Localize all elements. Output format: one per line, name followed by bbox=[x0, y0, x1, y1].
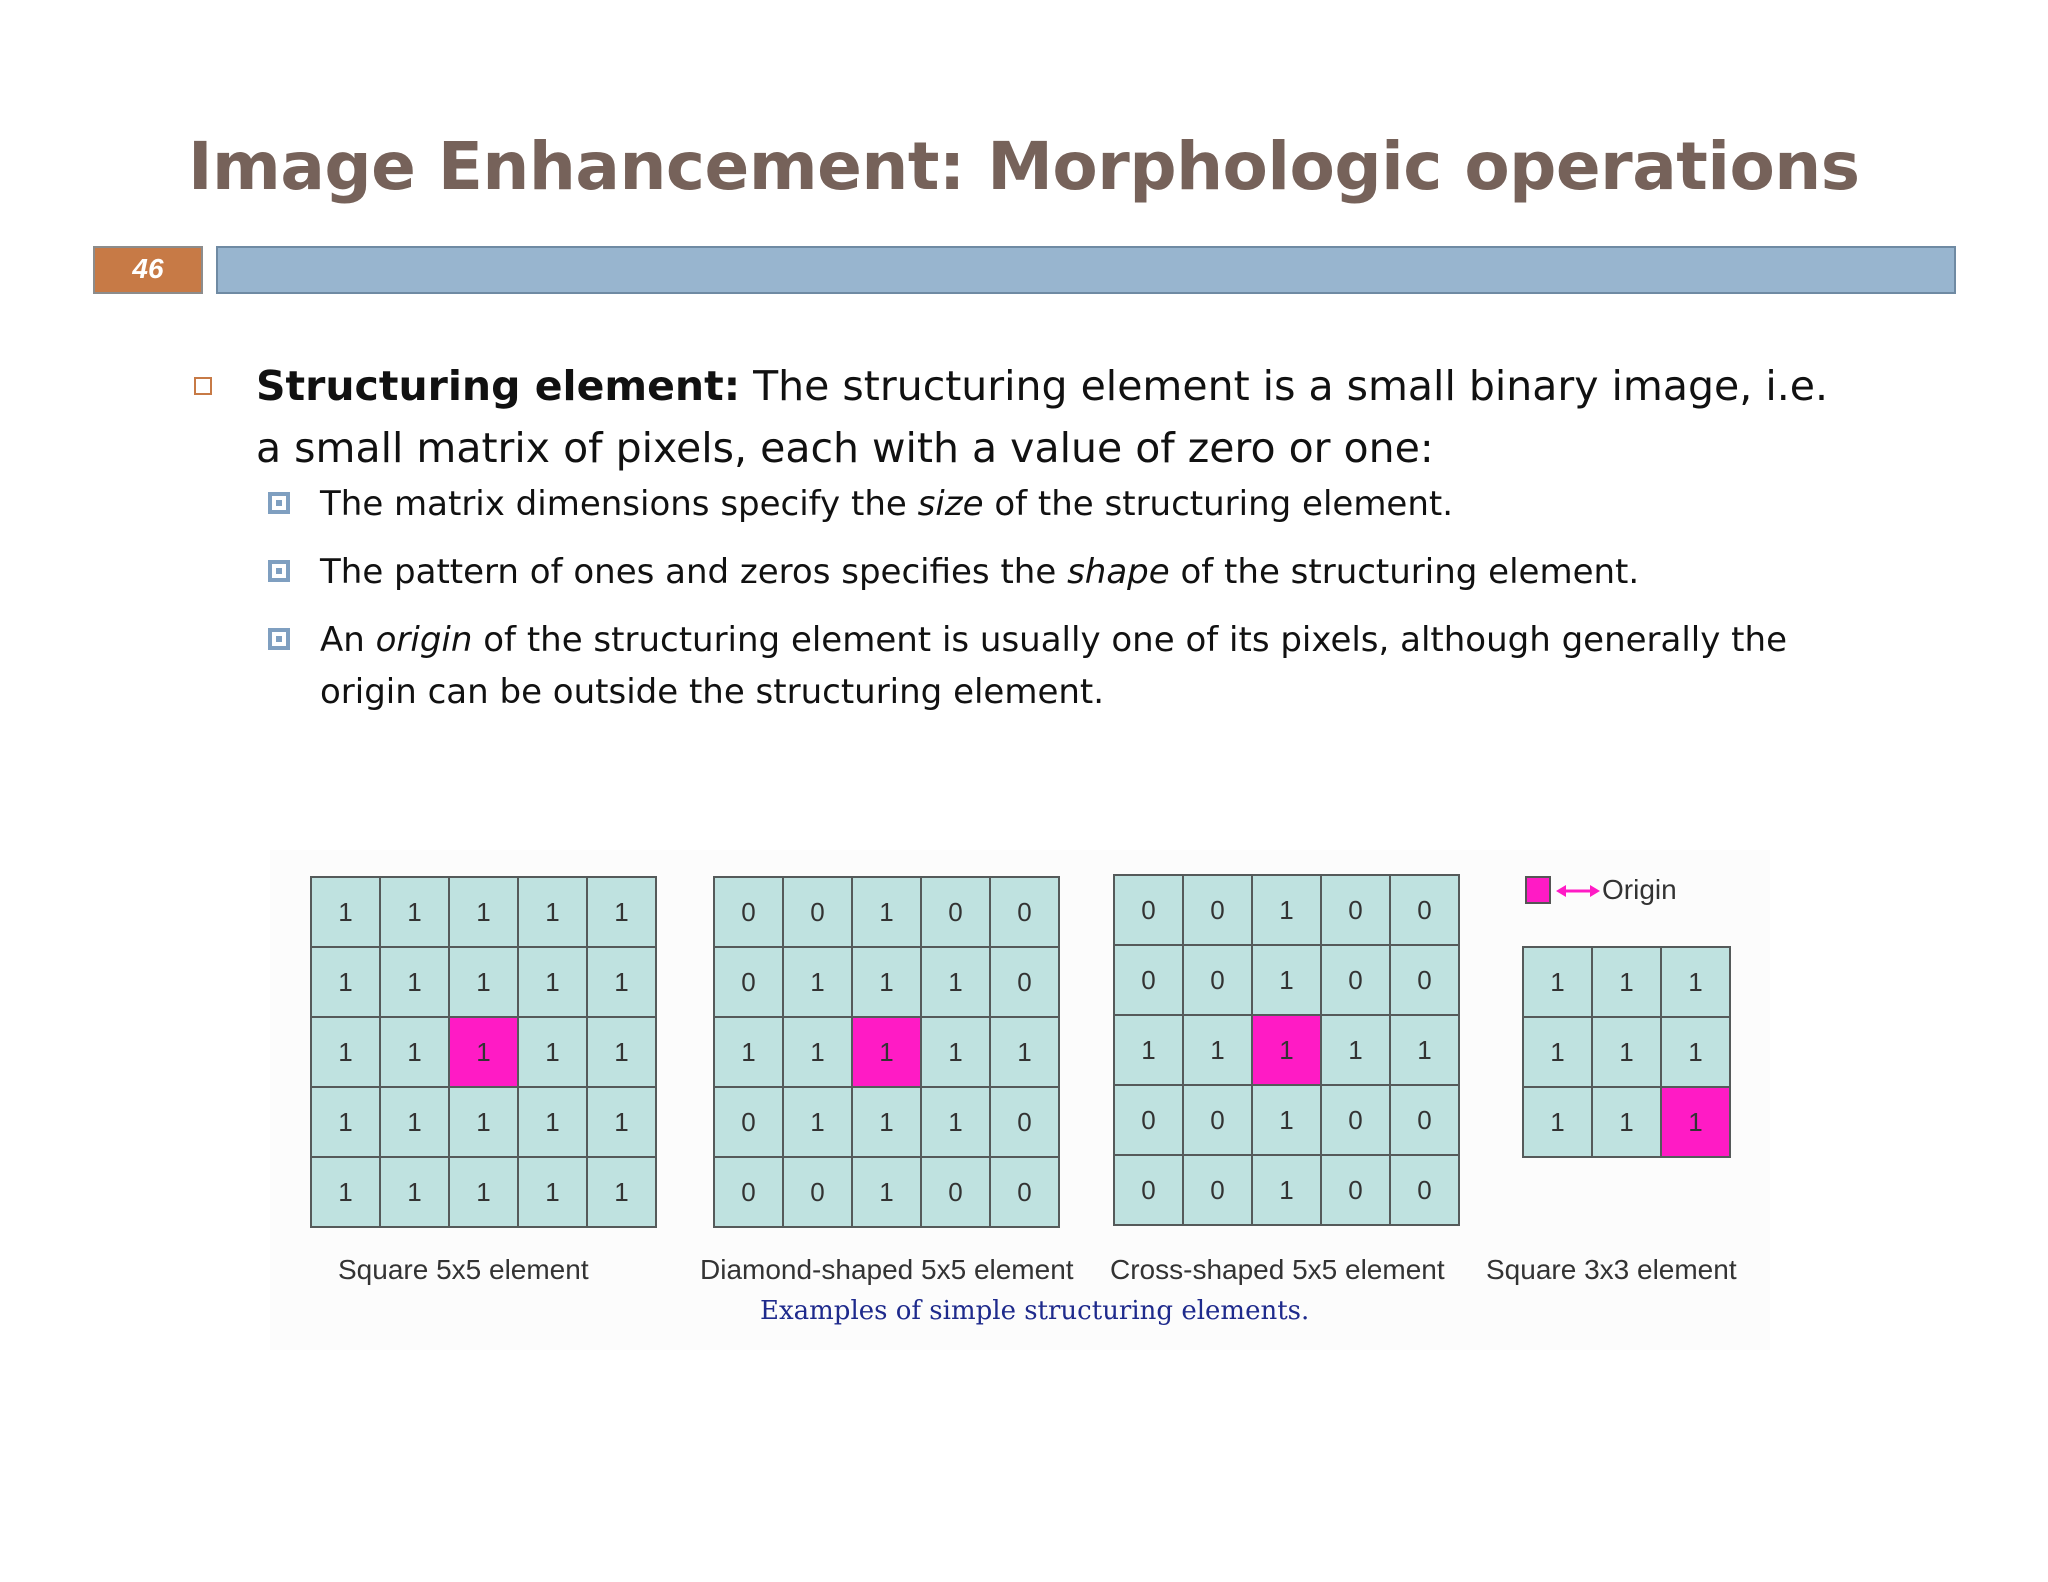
sub-bullet-text: The pattern of ones and zeros specifies the bbox=[320, 552, 1068, 592]
grid-row bbox=[714, 1087, 1059, 1157]
grid-cell: 0 bbox=[1321, 1085, 1390, 1155]
grid-cell: 1 bbox=[587, 1017, 656, 1087]
grid-cell: 0 bbox=[714, 877, 783, 947]
square-bullet-icon bbox=[268, 492, 290, 514]
grid-cell: 1 bbox=[311, 947, 380, 1017]
grid-cell: 1 bbox=[921, 1087, 990, 1157]
grid-cell: 0 bbox=[1390, 1085, 1459, 1155]
grid-row bbox=[311, 1087, 656, 1157]
grid-cell: 0 bbox=[1390, 945, 1459, 1015]
grid-cell: 1 bbox=[449, 1087, 518, 1157]
grid-cell: 1 bbox=[714, 1017, 783, 1087]
grid-row bbox=[311, 947, 656, 1017]
grid-caption: Cross-shaped 5x5 element bbox=[1110, 1254, 1445, 1285]
grid-cell: 1 bbox=[852, 1087, 921, 1157]
grid-cell: 1 bbox=[518, 947, 587, 1017]
sub-bullet-emphasis: shape bbox=[1067, 552, 1170, 592]
grid-cell: 1 bbox=[1252, 945, 1321, 1015]
grid-row bbox=[1114, 945, 1459, 1015]
bullet-structuring-element bbox=[190, 355, 1830, 479]
grid-cell: 1 bbox=[380, 947, 449, 1017]
origin-legend-label: Origin bbox=[1602, 874, 1677, 905]
grid-cell: 1 bbox=[311, 1087, 380, 1157]
square-bullet-icon bbox=[194, 377, 212, 395]
grid-cell: 1 bbox=[1114, 1015, 1183, 1085]
grid-cell: 1 bbox=[518, 1157, 587, 1227]
grid-cell: 0 bbox=[1114, 875, 1183, 945]
grid-cell: 1 bbox=[380, 1087, 449, 1157]
grid-cell: 0 bbox=[1114, 945, 1183, 1015]
grid-row bbox=[714, 1157, 1059, 1227]
grid-cell: 0 bbox=[1183, 1155, 1252, 1225]
grid-cell: 1 bbox=[1523, 947, 1592, 1017]
grid-cell: 0 bbox=[990, 877, 1059, 947]
grid-cell: 1 bbox=[587, 947, 656, 1017]
sub-bullet-origin bbox=[268, 614, 1828, 718]
grid-cell: 0 bbox=[1390, 875, 1459, 945]
grid-cell: 0 bbox=[1321, 875, 1390, 945]
grid-cell: 1 bbox=[1592, 1087, 1661, 1157]
grid-row bbox=[311, 1017, 656, 1087]
sub-bullet-size bbox=[268, 478, 1828, 530]
grid-cell: 0 bbox=[1114, 1155, 1183, 1225]
figure-caption: Examples of simple structuring elements. bbox=[760, 1296, 1310, 1326]
grid-cell: 1 bbox=[587, 1087, 656, 1157]
double-arrow-icon bbox=[1556, 882, 1600, 900]
grid-row bbox=[714, 947, 1059, 1017]
grid-cell: 1 bbox=[449, 947, 518, 1017]
grid-row bbox=[311, 877, 656, 947]
grid-cell: 0 bbox=[714, 1157, 783, 1227]
grid-cell: 1 bbox=[1252, 1155, 1321, 1225]
grid-cell: 1 bbox=[587, 1157, 656, 1227]
grid-cell: 1 bbox=[449, 1157, 518, 1227]
grid-cell: 0 bbox=[921, 1157, 990, 1227]
grid-cell: 1 bbox=[1252, 1085, 1321, 1155]
slide-number: 46 bbox=[93, 246, 203, 294]
grid-row bbox=[1114, 1085, 1459, 1155]
title-bar-decoration bbox=[216, 246, 1956, 294]
square-3x3-grid bbox=[1522, 946, 1731, 1158]
grid-cell: 0 bbox=[1321, 1155, 1390, 1225]
bullet-text: The structuring element is a small binary image, i.e. a small matrix of pixels, each with a value of zero or one: bbox=[256, 362, 1828, 472]
sub-bullet-text: of the structuring element. bbox=[983, 484, 1454, 524]
grid-cell: 1 bbox=[1523, 1017, 1592, 1087]
grid-cell: 1 bbox=[852, 947, 921, 1017]
grid-cell: 1 bbox=[783, 947, 852, 1017]
grid-caption: Square 3x3 element bbox=[1486, 1254, 1737, 1285]
grid-cell: 0 bbox=[1390, 1155, 1459, 1225]
grid-cell: 1 bbox=[1183, 1015, 1252, 1085]
origin-legend-swatch bbox=[1525, 876, 1551, 904]
grid-cell: 1 bbox=[449, 877, 518, 947]
bullet-term: Structuring element: bbox=[256, 362, 741, 410]
grid-cell: 1 bbox=[852, 877, 921, 947]
grid-cell: 1 bbox=[1321, 1015, 1390, 1085]
grid-cell: 0 bbox=[714, 947, 783, 1017]
grid-cell: 1 bbox=[1661, 1017, 1730, 1087]
grid-cell: 0 bbox=[990, 1157, 1059, 1227]
grid-cell: 1 bbox=[518, 1087, 587, 1157]
grid-cell: 1 bbox=[518, 1017, 587, 1087]
grid-cell: 1 bbox=[1390, 1015, 1459, 1085]
grid-row bbox=[1114, 875, 1459, 945]
grid-cell: 1 bbox=[921, 947, 990, 1017]
grid-cell: 0 bbox=[1114, 1085, 1183, 1155]
grid-cell: 1 bbox=[1252, 875, 1321, 945]
grid-cell: 0 bbox=[921, 877, 990, 947]
grid-cell: 1 bbox=[783, 1087, 852, 1157]
origin-cell: 1 bbox=[852, 1017, 921, 1087]
grid-row bbox=[1114, 1015, 1459, 1085]
grid-row bbox=[714, 1017, 1059, 1087]
grid-row bbox=[311, 1157, 656, 1227]
grid-cell: 0 bbox=[783, 1157, 852, 1227]
grid-cell: 1 bbox=[518, 877, 587, 947]
grid-cell: 1 bbox=[1592, 947, 1661, 1017]
grid-cell: 0 bbox=[1183, 875, 1252, 945]
grid-cell: 1 bbox=[311, 1017, 380, 1087]
grid-cell: 1 bbox=[921, 1017, 990, 1087]
grid-cell: 1 bbox=[380, 1017, 449, 1087]
grid-row bbox=[1523, 947, 1730, 1017]
grid-cell: 1 bbox=[380, 877, 449, 947]
grid-cell: 1 bbox=[311, 877, 380, 947]
cross-5x5-grid bbox=[1113, 874, 1460, 1226]
diamond-5x5-grid bbox=[713, 876, 1060, 1228]
sub-bullet-emphasis: origin bbox=[375, 620, 473, 660]
grid-cell: 1 bbox=[852, 1157, 921, 1227]
origin-cell: 1 bbox=[1661, 1087, 1730, 1157]
grid-row bbox=[1523, 1017, 1730, 1087]
slide-title: Image Enhancement: Morphologic operations bbox=[188, 128, 1860, 205]
grid-row bbox=[1114, 1155, 1459, 1225]
grid-cell: 1 bbox=[783, 1017, 852, 1087]
grid-cell: 0 bbox=[990, 947, 1059, 1017]
sub-bullet-text: of the structuring element. bbox=[1169, 552, 1640, 592]
grid-caption: Diamond-shaped 5x5 element bbox=[700, 1254, 1074, 1285]
grid-cell: 1 bbox=[1592, 1017, 1661, 1087]
sub-bullet-shape bbox=[268, 546, 1828, 598]
square-bullet-icon bbox=[268, 560, 290, 582]
origin-cell: 1 bbox=[1252, 1015, 1321, 1085]
grid-cell: 0 bbox=[1183, 945, 1252, 1015]
grid-cell: 1 bbox=[990, 1017, 1059, 1087]
grid-cell: 1 bbox=[380, 1157, 449, 1227]
grid-cell: 0 bbox=[990, 1087, 1059, 1157]
grid-row bbox=[714, 877, 1059, 947]
grid-cell: 1 bbox=[311, 1157, 380, 1227]
sub-bullet-text: The matrix dimensions specify the bbox=[320, 484, 918, 524]
sub-bullet-text: of the structuring element is usually one of its pixels, although generally the origin can be outside the structuring element. bbox=[320, 620, 1787, 712]
origin-cell: 1 bbox=[449, 1017, 518, 1087]
grid-row bbox=[1523, 1087, 1730, 1157]
sub-bullet-emphasis: size bbox=[917, 484, 984, 524]
grid-cell: 0 bbox=[1321, 945, 1390, 1015]
grid-cell: 0 bbox=[1183, 1085, 1252, 1155]
grid-cell: 0 bbox=[783, 877, 852, 947]
grid-cell: 1 bbox=[587, 877, 656, 947]
grid-caption: Square 5x5 element bbox=[338, 1254, 589, 1285]
grid-cell: 0 bbox=[714, 1087, 783, 1157]
grid-cell: 1 bbox=[1523, 1087, 1592, 1157]
grid-cell: 1 bbox=[1661, 947, 1730, 1017]
square-5x5-grid bbox=[310, 876, 657, 1228]
square-bullet-icon bbox=[268, 628, 290, 650]
sub-bullet-text: An bbox=[320, 620, 376, 660]
